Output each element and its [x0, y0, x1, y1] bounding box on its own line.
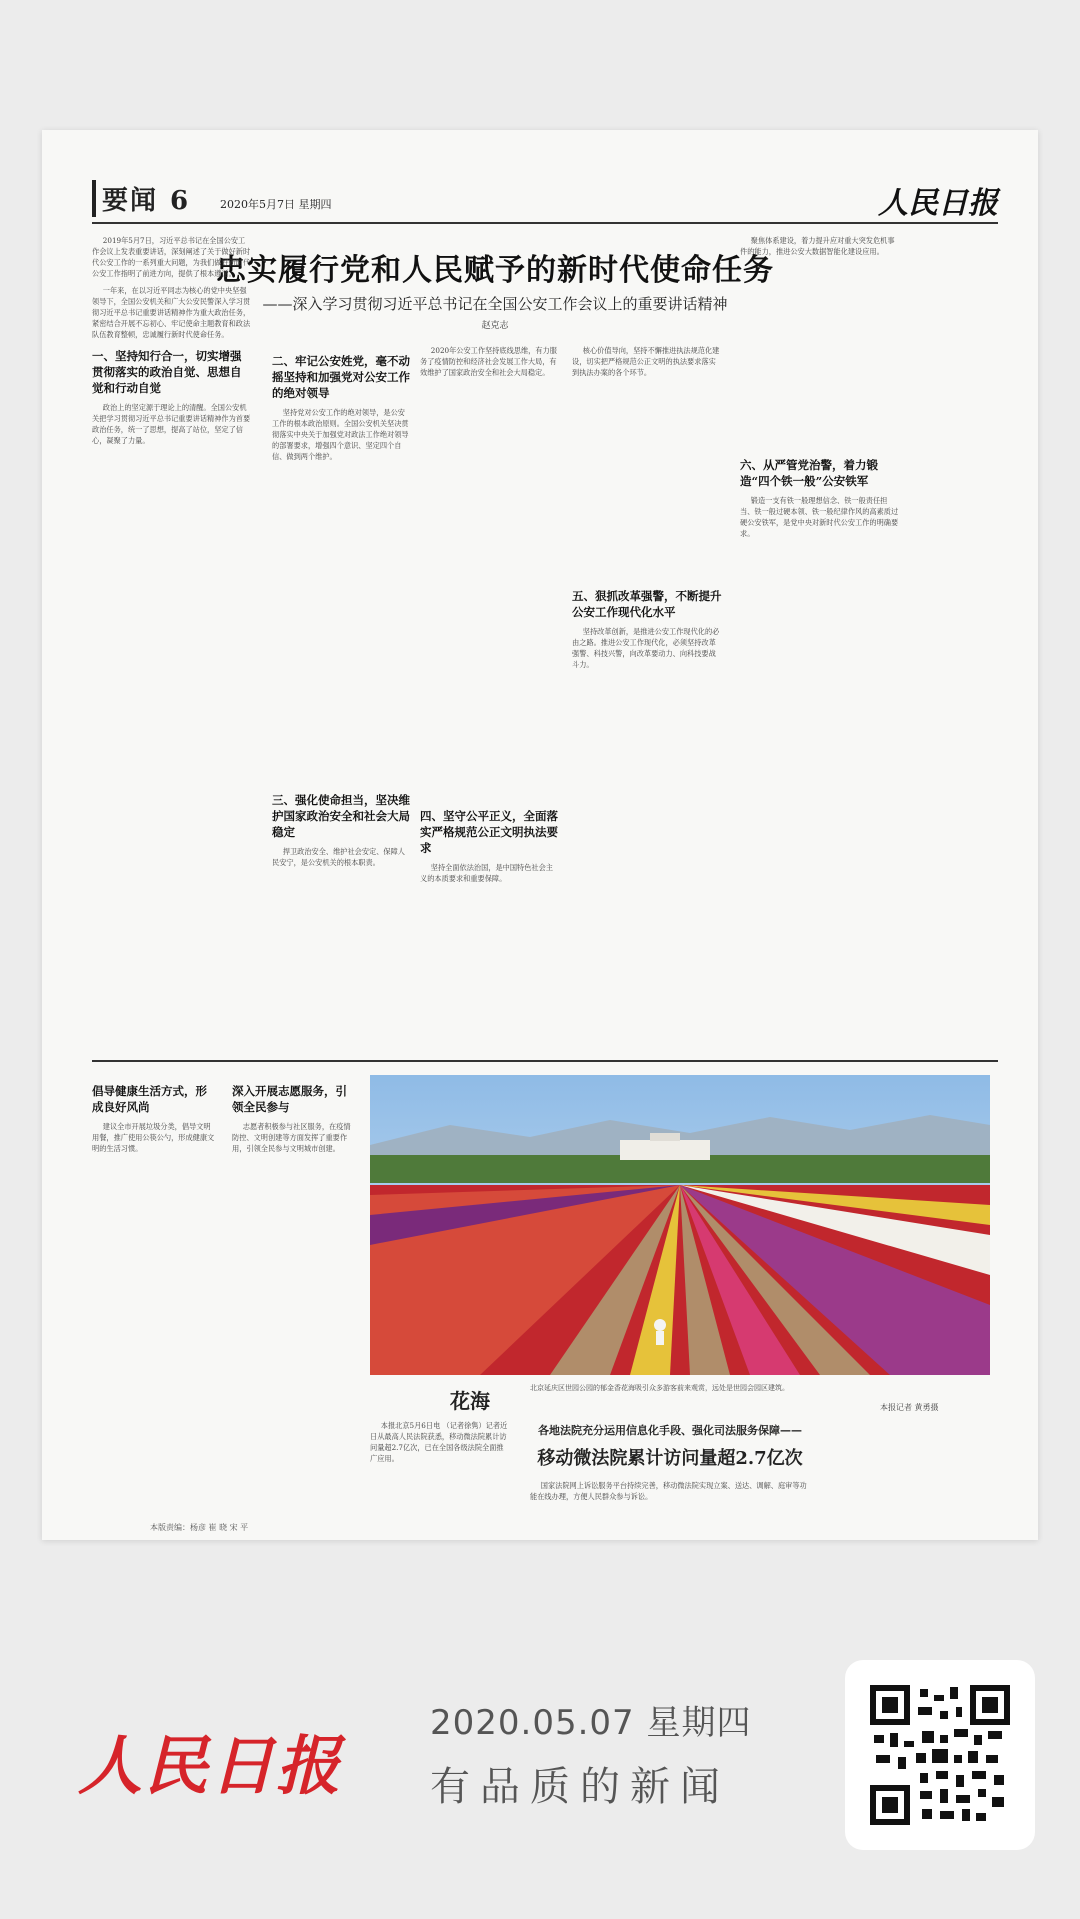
- article-column-4: [572, 345, 722, 1055]
- section-label: 要闻 6: [92, 180, 190, 217]
- section-heading: 一、坚持知行合一，切实增强贯彻落实的政治自觉、思想自觉和行动自觉: [92, 349, 242, 395]
- column-text: 国家法院网上诉讼服务平台持续完善，移动微法院实现立案、送达、调解、庭审等功能在线办理，方便人民群众参与诉讼。: [530, 1481, 807, 1501]
- column-text: 坚持改革创新，是推进公安工作现代化的必由之路。推进公安工作现代化，必须坚持改革强警、科技兴警，向改革要动力、向科技要战斗力。: [572, 627, 720, 669]
- masthead-rule: [92, 222, 998, 224]
- column-text: 本报北京5月6日电 （记者徐隽）记者近日从最高人民法院获悉，移动微法院累计访问量超2.7亿次，已在全国各级法院全面推广应用。: [370, 1421, 508, 1463]
- photo-caption: 北京延庆区世园公园的郁金香花海吸引众多游客前来观赏，远处是世园会园区建筑。: [530, 1384, 789, 1392]
- lead-byline: 赵克志: [481, 321, 509, 331]
- people-daily-logo: 人民日报: [78, 1729, 342, 1804]
- paper-logo: 人民日报: [878, 186, 998, 221]
- court-story-headline: [530, 1422, 810, 1470]
- court-kicker: 各地法院充分运用信息化手段、强化司法服务保障——: [538, 1424, 802, 1437]
- article-column-2: [272, 345, 410, 1055]
- section-heading: 三、强化使命担当，坚决维护国家政治安全和社会大局稳定: [272, 793, 410, 839]
- section-divider: [92, 1060, 998, 1062]
- page-date: 2020年5月7日 星期四: [220, 198, 332, 211]
- section-heading: 深入开展志愿服务，引领全民参与: [232, 1084, 347, 1114]
- tulip-field-photo: [370, 1075, 990, 1375]
- footer-date: 2020.05.07 星期四: [430, 1703, 752, 1743]
- section-heading: 倡导健康生活方式，形成良好风尚: [92, 1084, 207, 1114]
- article-column-1: [92, 235, 252, 1055]
- column-text: 建议全市开展垃圾分类，倡导文明用餐，推广使用公筷公勺，形成健康文明的生活习惯。: [92, 1122, 215, 1153]
- section-heading: 四、坚守公平正义，全面落实严格规范公正文明执法要求: [420, 809, 558, 855]
- column-text: 锻造一支有铁一般理想信念、铁一般责任担当、铁一般过硬本领、铁一般纪律作风的高素质过硬公安铁军，是党中央对新时代公安工作的明确要求。: [740, 496, 899, 538]
- column-text: 捍卫政治安全、维护社会安定、保障人民安宁，是公安机关的根本职责。: [272, 847, 405, 867]
- court-column-1: [370, 1420, 510, 1515]
- section-heading: 五、狠抓改革强警，不断提升公安工作现代化水平: [572, 589, 722, 619]
- court-title: 移动微法院累计访问量超2.7亿次: [537, 1448, 803, 1469]
- section-heading: 六、从严管党治警，着力锻造“四个铁一般”公安铁军: [740, 458, 878, 488]
- photo-title: 花海: [450, 1389, 490, 1413]
- column-text: 政治上的坚定源于理论上的清醒。全国公安机关把学习贯彻习近平总书记重要讲话精神作为首要政治任务，统一了思想，提高了站位，坚定了信心，凝聚了力量。: [92, 403, 251, 445]
- qr-code[interactable]: [845, 1660, 1035, 1850]
- page-masthead: [92, 180, 998, 220]
- article-column-5: [740, 235, 900, 1055]
- court-column-2: [530, 1480, 810, 1520]
- column-text: 核心价值导向，坚持不懈推进执法规范化建设，切实把严格规范公正文明的执法要求落实到执法办案的各个环节。: [572, 346, 720, 377]
- lower-column-2: [232, 1075, 357, 1515]
- footer-slogan: 有品质的新闻: [430, 1764, 730, 1810]
- column-text: 志愿者积极参与社区服务，在疫情防控、文明创建等方面发挥了重要作用，引领全民参与文明城市创建。: [232, 1122, 351, 1153]
- section-heading: 二、牢记公安姓党，毫不动摇坚持和加强党对公安工作的绝对领导: [272, 354, 410, 400]
- lead-headline: 忠实履行党和人民赋予的新时代使命任务: [216, 253, 774, 288]
- photo-credit: 本报记者 黄勇摄: [880, 1403, 939, 1412]
- article-column-3: [420, 345, 558, 1055]
- column-text: 2019年5月7日，习近平总书记在全国公安工作会议上发表重要讲话，深刻阐述了关于做好新时代公安工作的一系列重大问题，为我们做好新时代公安工作指明了前进方向，提供了根本遵循。: [92, 236, 251, 278]
- editor-note: 本版责编：杨彦 崔 晓 宋 平: [150, 1523, 249, 1532]
- column-text: 坚持党对公安工作的绝对领导，是公安工作的根本政治原则。全国公安机关坚决贯彻落实中央关于加强党对政法工作绝对领导的部署要求，增强四个意识、坚定四个自信、做到两个维护。: [272, 408, 409, 461]
- qr-code-icon: [870, 1685, 1010, 1825]
- column-text: 聚焦体系建设，着力提升应对重大突发危机事件的能力，推进公安大数据智能化建设应用。: [740, 236, 895, 256]
- column-text: 一年来，在以习近平同志为核心的党中央坚强领导下，全国公安机关和广大公安民警深入学习贯彻习近平总书记重要讲话精神作为重大政治任务，紧密结合开展不忘初心、牢记使命主题教育和政法队伍教育整顿，忠诚履行新时代使命任务。: [92, 286, 251, 339]
- lower-column-1: [92, 1075, 217, 1515]
- lead-subtitle: ——深入学习贯彻习近平总书记在全国公安工作会议上的重要讲话精神: [262, 295, 728, 313]
- column-text: 坚持全面依法治国，是中国特色社会主义的本质要求和重要保障。: [420, 863, 553, 883]
- column-text: 2020年公安工作坚持底线思维，有力服务了疫情防控和经济社会发展工作大局，有效维护了国家政治安全和社会大局稳定。: [420, 346, 557, 377]
